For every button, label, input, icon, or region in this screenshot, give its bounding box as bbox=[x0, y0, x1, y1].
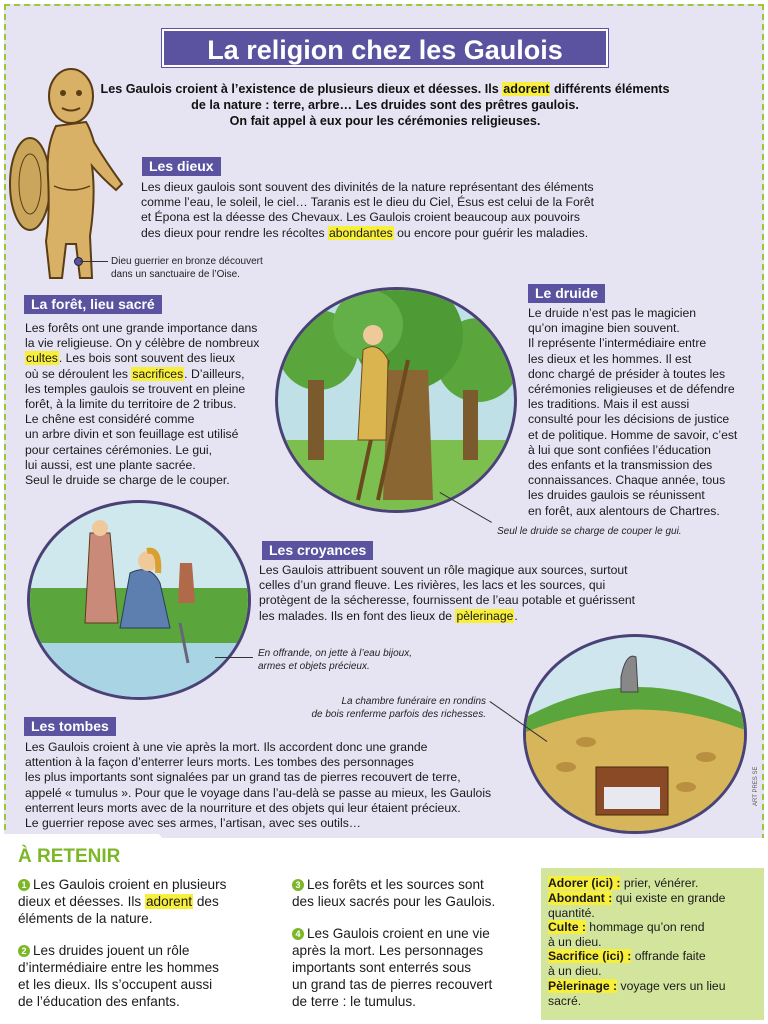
croyances-line: celles d’un grand fleuve. Les rivières, les lacs et les sources, qui bbox=[259, 578, 606, 593]
intro-part2: différents éléments de la nature : terre, arbre… Les druides sont des prêtres gaulois. bbox=[191, 82, 670, 112]
point-text: un grand tas de pierres recouvert bbox=[292, 977, 493, 992]
glossary-term: Pèlerinage : bbox=[548, 979, 618, 993]
foret-line: les temples gaulois se trouvent en pleine bbox=[25, 381, 246, 396]
point-text: Les forêts et les sources sont bbox=[307, 877, 484, 892]
druide-line: Il représente l’intermédiaire entre bbox=[528, 336, 707, 351]
foret-line: Seul le druide se charge de le couper. bbox=[25, 473, 230, 488]
glossary-term: Sacrifice (ici) : bbox=[548, 949, 632, 963]
foret-line: la vie religieuse. On y célèbre de nombreux bbox=[25, 336, 260, 351]
heading-les-croyances: Les croyances bbox=[262, 541, 373, 560]
caption-line: En offrande, on jette à l’eau bijoux, bbox=[258, 648, 412, 659]
druide-line: consulté pour les décisions de justice bbox=[528, 412, 730, 427]
glossary-definition: offrande faite bbox=[631, 949, 706, 963]
tombes-line: enterrent leurs morts avec de la nourriture et des objets qui leur étaient précieux. bbox=[25, 800, 461, 815]
tumulus-illustration bbox=[523, 634, 747, 834]
point-text: Les druides jouent un rôle bbox=[33, 943, 190, 958]
glossary-definition: qui existe en grande bbox=[612, 891, 726, 905]
glossary-term: Adorer (ici) : bbox=[548, 876, 621, 890]
croyances-text bbox=[259, 563, 729, 624]
point-text: des bbox=[193, 894, 219, 909]
retenir-point-4 bbox=[292, 925, 532, 1010]
foret-line: . Les bois sont souvent des lieux bbox=[58, 351, 235, 366]
glossary-definition: à un dieu. bbox=[548, 963, 602, 978]
point-text: après la mort. Les personnages bbox=[292, 943, 484, 958]
glossary-term: Abondant : bbox=[548, 891, 613, 905]
glossary-definition: quantité. bbox=[548, 905, 595, 920]
druid-caption: Seul le druide se charge de couper le gui. bbox=[497, 526, 682, 537]
druide-line: en forêt, aux alentours de Chartres. bbox=[528, 503, 720, 518]
druide-line: qu’on imagine bien souvent. bbox=[528, 321, 680, 336]
druide-line: cérémonies religieuses et de défendre bbox=[528, 382, 735, 397]
foret-line: Le chêne est considéré comme bbox=[25, 412, 195, 427]
foret-line: Les forêts ont une grande importance dans bbox=[25, 321, 258, 335]
number-badge: 3 bbox=[292, 879, 304, 891]
retenir-point-3 bbox=[292, 876, 532, 910]
druid-illustration bbox=[275, 287, 517, 513]
credit: ART PRES SE bbox=[753, 766, 759, 806]
heading-les-tombes: Les tombes bbox=[24, 717, 116, 736]
dieux-line: et Épona est la déesse des Chevaux. Les Gaulois croient beaucoup aux pouvoirs bbox=[141, 210, 581, 225]
caption-line: Dieu guerrier en bronze découvert bbox=[111, 256, 263, 267]
intro-highlight: adorent bbox=[503, 82, 550, 96]
point-text: Les Gaulois croient en plusieurs bbox=[33, 877, 227, 892]
heading-la-foret: La forêt, lieu sacré bbox=[24, 295, 162, 314]
bronze-warrior-illustration bbox=[6, 66, 130, 286]
page-title: La religion chez les Gaulois bbox=[162, 29, 608, 67]
glossary-definition: prier, vénérer. bbox=[620, 876, 699, 890]
retenir-title: À RETENIR bbox=[18, 846, 121, 867]
foret-line: un arbre divin et son feuillage est utilisé bbox=[25, 427, 239, 442]
tombes-line: les plus importants sont signalées par un grand tas de pierres recouvert de terre, bbox=[25, 770, 461, 785]
tombes-line: attention à la façon d’enterrer leurs morts. Les tombes des personnages bbox=[25, 755, 414, 770]
glossary-definition: hommage qu’on rend bbox=[585, 920, 705, 934]
glossary-entry bbox=[548, 949, 760, 978]
intro-part1: Les Gaulois croient à l’existence de plusieurs dieux et déesses. Ils bbox=[100, 82, 503, 96]
druide-line: des enfants et la transmission des bbox=[528, 458, 713, 473]
foret-line: où se déroulent les bbox=[25, 366, 132, 381]
croyances-line: Les Gaulois attribuent souvent un rôle magique aux sources, surtout bbox=[259, 563, 628, 577]
druide-line: Le druide n’est pas le magicien bbox=[528, 306, 697, 320]
glossary-definition: sacré. bbox=[548, 993, 582, 1008]
intro-text bbox=[100, 81, 670, 129]
foret-text bbox=[25, 321, 280, 488]
glossary-entry bbox=[548, 891, 760, 920]
tombes-line: Le guerrier repose avec ses armes, l’artisan, avec ses outils… bbox=[25, 816, 361, 831]
number-badge: 1 bbox=[18, 879, 30, 891]
retenir-point-2 bbox=[18, 942, 276, 1010]
point-text: importants sont enterrés sous bbox=[292, 960, 472, 975]
glossary-definition: voyage vers un lieu bbox=[617, 979, 726, 993]
foret-line: . D’ailleurs, bbox=[184, 366, 245, 381]
statue-caption bbox=[111, 256, 263, 281]
dieux-text bbox=[141, 180, 661, 241]
heading-le-druide: Le druide bbox=[528, 284, 605, 303]
croyances-highlight: pèlerinage bbox=[456, 608, 514, 623]
tombes-line: appelé « tumulus ». Pour que le voyage dans l’au-delà se passe au mieux, les Gaulois bbox=[25, 785, 492, 800]
point-highlight: adorent bbox=[145, 894, 193, 909]
offering-caption-line bbox=[215, 657, 253, 658]
caption-line: de bois renferme parfois des richesses. bbox=[311, 708, 486, 720]
dieux-line: comme l’eau, le soleil, le ciel… Taranis est le dieu du Ciel, Ésus est celui de la Forêt bbox=[141, 195, 594, 210]
druide-text bbox=[528, 306, 760, 519]
heading-les-dieux: Les dieux bbox=[142, 157, 221, 176]
point-text: de terre : le tumulus. bbox=[292, 994, 416, 1009]
caption-pointer-line bbox=[80, 261, 108, 262]
croyances-line: les malades. Ils en font des lieux de bbox=[259, 608, 456, 623]
druide-line: les traditions. Mais il est aussi bbox=[528, 397, 690, 412]
glossary-entry bbox=[548, 876, 760, 891]
point-text: dieux et déesses. Ils bbox=[18, 894, 145, 909]
point-text: de l’éducation des enfants. bbox=[18, 994, 180, 1009]
foret-highlight: cultes bbox=[26, 351, 58, 366]
glossary-entry bbox=[548, 979, 760, 1008]
point-text: des lieux sacrés pour les Gaulois. bbox=[292, 894, 496, 909]
retenir-point-1 bbox=[18, 876, 276, 927]
druide-line: connaissances. Chaque année, tous bbox=[528, 473, 726, 488]
dieux-line: Les dieux gaulois sont souvent des divinités de la nature représentant des éléments bbox=[141, 180, 594, 194]
glossary-definition: à un dieu. bbox=[548, 934, 602, 949]
foret-line: lui aussi, est une plante sacrée. bbox=[25, 457, 196, 472]
intro-line3: On fait appel à eux pour les cérémonies religieuses. bbox=[229, 114, 541, 128]
foret-highlight: sacrifices bbox=[132, 366, 184, 381]
croyances-line: . bbox=[514, 608, 518, 623]
point-text: éléments de la nature. bbox=[18, 911, 153, 926]
glossary-entry bbox=[548, 920, 760, 949]
druide-line: donc chargé de présider à toutes les bbox=[528, 366, 726, 381]
offering-caption bbox=[258, 648, 412, 673]
dieux-line: des dieux pour rendre les récoltes bbox=[141, 225, 328, 240]
foret-line: forêt, à la limite du territoire de 2 tribus. bbox=[25, 397, 237, 412]
croyances-line: protègent de la sécheresse, fournissent de l’eau potable et guérissent bbox=[259, 593, 636, 608]
number-badge: 2 bbox=[18, 945, 30, 957]
caption-line: La chambre funéraire en rondins bbox=[341, 696, 486, 707]
tombes-line: Les Gaulois croient à une vie après la mort. Ils accordent donc une grande bbox=[25, 740, 428, 754]
druide-line: à lui que sont confiées l’éducation bbox=[528, 442, 711, 457]
offering-illustration bbox=[27, 500, 251, 700]
druide-line: les druides gaulois se réunissent bbox=[528, 488, 705, 503]
tombes-text bbox=[25, 740, 525, 831]
point-text: et les dieux. Ils s’occupent aussi bbox=[18, 977, 213, 992]
dieux-line: ou encore pour guérir les maladies. bbox=[393, 225, 589, 240]
dieux-highlight: abondantes bbox=[328, 225, 393, 240]
number-badge: 4 bbox=[292, 928, 304, 940]
point-text: d’intermédiaire entre les hommes bbox=[18, 960, 219, 975]
caption-line: armes et objets précieux. bbox=[258, 660, 370, 672]
glossary-term: Culte : bbox=[548, 920, 586, 934]
foret-line: pour certaines cérémonies. Le gui, bbox=[25, 442, 212, 457]
point-text: Les Gaulois croient en une vie bbox=[307, 926, 490, 941]
druide-line: les dieux et les hommes. Il est bbox=[528, 351, 692, 366]
caption-line: dans un sanctuaire de l’Oise. bbox=[111, 268, 240, 280]
druide-line: et de politique. Homme de savoir, c’est bbox=[528, 427, 738, 442]
tumulus-caption bbox=[282, 696, 486, 721]
